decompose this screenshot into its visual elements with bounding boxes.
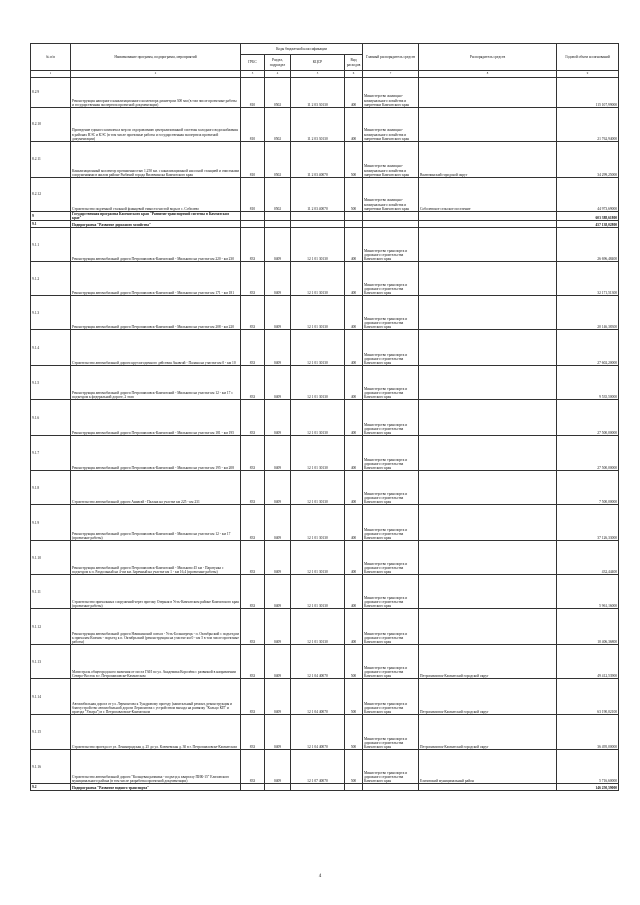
cell-rzpr: 0409	[265, 262, 291, 296]
cell-name: Строительство причальных сооружений через протоку Озерная в Усть-Камчатском районе Камчатского края (проектные работы)	[71, 575, 241, 609]
cell-amount: 10 406,36800	[557, 609, 619, 645]
cell-amount: 5 961,16000	[557, 575, 619, 609]
cell-grbs: 833	[241, 505, 265, 541]
table-row	[31, 296, 619, 330]
cell-csr: 12 1 07 40070	[291, 750, 345, 784]
cell-rzpr: 0409	[265, 609, 291, 645]
cell-recipient: Петропавловск-Камчатский городской округ	[419, 679, 557, 715]
cell-rzpr: 0502	[265, 142, 291, 178]
table-row	[31, 330, 619, 366]
cell-amount: 63 190,02100	[557, 679, 619, 715]
cell-name: Строительство проезда от ул. Ленинградская д. 25 до ул. Ключевская д. 30 в г. Петропавловске-Камчатском	[71, 715, 241, 750]
cell-csr: 11 2 03 40070	[291, 178, 345, 212]
cell-csr: 12 1 01 30130	[291, 400, 345, 436]
cell-grbs: 833	[241, 750, 265, 784]
table-row	[31, 221, 619, 228]
cell-rzpr: 0409	[265, 436, 291, 471]
header-amount: Годовой объем ассигнований	[557, 44, 619, 71]
table-row	[31, 108, 619, 142]
cell-vr: 400	[345, 228, 363, 262]
cell-rzpr: 0409	[265, 366, 291, 400]
cell-recipient	[419, 78, 557, 108]
cell-name: Подпрограмма "Развитие водного транспорта"	[71, 784, 241, 791]
cell-grbs: 833	[241, 609, 265, 645]
cell-vr: 400	[345, 296, 363, 330]
cell-number: 9.1.9	[31, 505, 71, 541]
cell-manager: Министерство транспорта и дорожного строительства Камчатского края	[363, 471, 419, 505]
header-vr: Вид расходов	[345, 55, 363, 71]
cell-recipient	[419, 505, 557, 541]
cell-grbs: 833	[241, 541, 265, 575]
cell-vr	[345, 212, 363, 221]
cell-manager: Министерство транспорта и дорожного строительства Камчатского края	[363, 541, 419, 575]
cell-number: 9.1.8	[31, 471, 71, 505]
cell-vr: 400	[345, 471, 363, 505]
table-row	[31, 609, 619, 645]
cell-amount: 49 412,53900	[557, 645, 619, 679]
cell-vr: 400	[345, 609, 363, 645]
cell-grbs: 810	[241, 178, 265, 212]
cell-amount: 34 299,25000	[557, 142, 619, 178]
cell-number: 9.1.13	[31, 645, 71, 679]
cell-number: 8.2.11	[31, 142, 71, 178]
cell-name: Строительство автомобильной дороги Анавгай - Палана на участке км 225 - км 231	[71, 471, 241, 505]
cell-vr	[345, 221, 363, 228]
cell-amount: 603 388,61800	[557, 212, 619, 221]
cell-rzpr	[265, 784, 291, 791]
cell-grbs: 810	[241, 78, 265, 108]
cell-rzpr	[265, 212, 291, 221]
cell-name: Магистраль общегородского значения от поста ГАИ по ул. Академика Королёва с развязкой в направлении Северо-Восток в г. Петропавловске-Камчатском	[71, 645, 241, 679]
cell-recipient	[419, 400, 557, 436]
cell-manager: Министерство жилищно-коммунального хозяйства и энергетики Камчатского края	[363, 108, 419, 142]
cell-number: 9.1.11	[31, 575, 71, 609]
cell-vr: 500	[345, 645, 363, 679]
page-number: 4	[318, 874, 322, 879]
cell-csr: 12 1 01 30130	[291, 471, 345, 505]
header-name: Наименование программ, подпрограмм, мероприятий	[71, 44, 241, 71]
header-manager: Главный распорядитель средств	[363, 44, 419, 71]
cell-grbs: 833	[241, 366, 265, 400]
cell-number: 9.1.14	[31, 679, 71, 715]
cell-number: 8.2.10	[31, 108, 71, 142]
cell-rzpr: 0409	[265, 715, 291, 750]
cell-number: 9.1.10	[31, 541, 71, 575]
table-row	[31, 436, 619, 471]
cell-rzpr	[265, 221, 291, 228]
cell-amount: 44 973,69000	[557, 178, 619, 212]
cell-grbs: 833	[241, 679, 265, 715]
cell-name: Реконструкция автомобильной дороги Петропавловск-Камчатский - Мильково 45 км - Паратунка с подъездом к п. Раздольный на 4-ом км. Заречный на участке км 1 - км 16,4 (проектные работы)	[71, 541, 241, 575]
cell-csr: 11 2 03 40070	[291, 142, 345, 178]
cell-rzpr: 0409	[265, 330, 291, 366]
cell-manager: Министерство транспорта и дорожного строительства Камчатского края	[363, 330, 419, 366]
cell-manager: Министерство транспорта и дорожного строительства Камчатского края	[363, 262, 419, 296]
cell-grbs: 810	[241, 142, 265, 178]
cell-name: Строительство автомобильной дороги круглогодичного действия Анавгай - Палана на участке км 0 - км 10	[71, 330, 241, 366]
cell-manager: Министерство жилищно-коммунального хозяйства и энергетики Камчатского края	[363, 178, 419, 212]
cell-name: Реконструкция автомобильной дороги Петропавловск-Камчатский - Мильково на участке км 12 - км 17 (проектные работы)	[71, 505, 241, 541]
cell-name: Реконструкция автомобильной дороги Петропавловск-Камчатский - Мильково на участке км 171 - км 181	[71, 262, 241, 296]
cell-recipient	[419, 296, 557, 330]
table-row	[31, 645, 619, 679]
cell-rzpr: 0502	[265, 108, 291, 142]
cell-rzpr: 0409	[265, 679, 291, 715]
cell-csr: 12 1 04 40070	[291, 645, 345, 679]
cell-vr: 500	[345, 679, 363, 715]
cell-grbs: 833	[241, 400, 265, 436]
cell-amount: 457 138,02800	[557, 221, 619, 228]
cell-rzpr: 0409	[265, 296, 291, 330]
cell-csr: 12 1 01 30130	[291, 366, 345, 400]
cell-recipient: Вилючинский городской округ	[419, 142, 557, 178]
table-row	[31, 142, 619, 178]
cell-recipient	[419, 212, 557, 221]
cell-name: Реконструкция автомобильной дороги Петропавловск-Камчатский - Мильково на участке км 195 - км 208	[71, 436, 241, 471]
cell-name: Автомобильная дорога от ул. Лермонтова к Тундровому проезду (капитальный ремонт, реконструкция и благоустройство автомобильной дороги Лермонтова с устройством выхода на развязку "Кольцо КП" и проезда "Ультра") в г. Петропавловске-Камчатском	[71, 679, 241, 715]
cell-csr: 12 1 01 30130	[291, 296, 345, 330]
table-row	[31, 78, 619, 108]
cell-grbs	[241, 212, 265, 221]
cell-grbs: 833	[241, 262, 265, 296]
cell-amount: 7 500,00000	[557, 471, 619, 505]
table-row	[31, 575, 619, 609]
cell-csr	[291, 212, 345, 221]
table-row	[31, 366, 619, 400]
cell-csr: 12 1 04 40070	[291, 715, 345, 750]
cell-manager	[363, 784, 419, 791]
cell-csr	[291, 784, 345, 791]
cell-vr: 400	[345, 505, 363, 541]
cell-number: 9.1.2	[31, 262, 71, 296]
table-row	[31, 212, 619, 221]
cell-grbs: 833	[241, 715, 265, 750]
cell-recipient	[419, 541, 557, 575]
cell-recipient	[419, 366, 557, 400]
cell-vr: 400	[345, 541, 363, 575]
cell-recipient	[419, 330, 557, 366]
cell-grbs	[241, 221, 265, 228]
cell-recipient	[419, 228, 557, 262]
cell-amount: 146 250,59000	[557, 784, 619, 791]
cell-vr: 400	[345, 330, 363, 366]
cell-recipient	[419, 575, 557, 609]
cell-number: 9.1.1	[31, 228, 71, 262]
cell-manager: Министерство транспорта и дорожного строительства Камчатского края	[363, 296, 419, 330]
column-number: 7	[363, 71, 419, 78]
cell-number: 9.1.4	[31, 330, 71, 366]
cell-amount: 115 107,99000	[557, 78, 619, 108]
table-body	[31, 78, 619, 791]
cell-manager: Министерство транспорта и дорожного строительства Камчатского края	[363, 366, 419, 400]
cell-csr: 12 1 01 30130	[291, 262, 345, 296]
column-number: 4	[265, 71, 291, 78]
table-row	[31, 715, 619, 750]
cell-recipient	[419, 221, 557, 228]
cell-number: 9.2	[31, 784, 71, 791]
cell-amount: 27 500,00000	[557, 436, 619, 471]
table-row	[31, 262, 619, 296]
cell-number: 8.2.12	[31, 178, 71, 212]
cell-grbs: 833	[241, 436, 265, 471]
cell-manager: Министерство транспорта и дорожного строительства Камчатского края	[363, 575, 419, 609]
table-row	[31, 505, 619, 541]
cell-name: Канализационный коллектор протяженностью 1,250 км. с канализационной насосной станцией и очистными сооружениями в жилом районе Рыбачий города Вилючинска Камчатского края	[71, 142, 241, 178]
cell-csr: 12 1 01 30130	[291, 541, 345, 575]
header-recipient: Распорядитель средств	[419, 44, 557, 71]
header-codes-group: Коды бюджетной классификации	[241, 44, 363, 55]
cell-manager: Министерство транспорта и дорожного строительства Камчатского края	[363, 715, 419, 750]
column-number: 3	[241, 71, 265, 78]
cell-vr: 400	[345, 400, 363, 436]
cell-amount: 20 146,38300	[557, 296, 619, 330]
cell-manager: Министерство транспорта и дорожного строительства Камчатского края	[363, 228, 419, 262]
cell-number: 9.1.12	[31, 609, 71, 645]
column-number: 9	[557, 71, 619, 78]
cell-csr: 12 1 04 40070	[291, 679, 345, 715]
cell-grbs: 833	[241, 296, 265, 330]
table-row	[31, 784, 619, 791]
cell-csr: 11 2 03 30130	[291, 78, 345, 108]
cell-rzpr: 0409	[265, 400, 291, 436]
cell-name: Подпрограмма "Развитие дорожного хозяйства"	[71, 221, 241, 228]
table-row	[31, 750, 619, 784]
cell-vr: 400	[345, 436, 363, 471]
cell-csr: 12 1 01 30130	[291, 609, 345, 645]
cell-csr: 12 1 01 30130	[291, 330, 345, 366]
cell-rzpr: 0409	[265, 575, 291, 609]
cell-manager: Министерство транспорта и дорожного строительства Камчатского края	[363, 679, 419, 715]
cell-vr: 500	[345, 715, 363, 750]
cell-rzpr: 0502	[265, 178, 291, 212]
column-number: 5	[291, 71, 345, 78]
cell-number: 8.2.9	[31, 78, 71, 108]
cell-rzpr: 0409	[265, 228, 291, 262]
cell-manager: Министерство транспорта и дорожного строительства Камчатского края	[363, 436, 419, 471]
table-row	[31, 471, 619, 505]
cell-manager: Министерство транспорта и дорожного строительства Камчатского края	[363, 400, 419, 436]
cell-csr: 12 1 01 30130	[291, 575, 345, 609]
cell-vr: 400	[345, 262, 363, 296]
budget-table	[30, 43, 619, 791]
cell-csr: 12 1 01 30130	[291, 436, 345, 471]
cell-manager: Министерство транспорта и дорожного строительства Камчатского края	[363, 609, 419, 645]
cell-vr: 400	[345, 78, 363, 108]
cell-csr	[291, 221, 345, 228]
cell-recipient	[419, 436, 557, 471]
cell-recipient	[419, 471, 557, 505]
cell-vr: 400	[345, 108, 363, 142]
cell-vr: 400	[345, 366, 363, 400]
cell-amount: 36 495,00000	[557, 715, 619, 750]
cell-amount: 432,44400	[557, 541, 619, 575]
cell-name: Строительство автомобильной дороги "Кольцевая развязка - подъезд к кварталу ПИК-15" Елизовского муниципального района (в том числе разработка проектной документации)	[71, 750, 241, 784]
cell-amount: 37 126,33000	[557, 505, 619, 541]
cell-amount: 5 716,60000	[557, 750, 619, 784]
cell-csr: 12 1 01 30130	[291, 228, 345, 262]
cell-name: Реконструкция автомобильной дороги Петропавловск-Камчатский - Мильково на участке км 12 - км 17 с подъездом к федеральной дороге, 2 этап	[71, 366, 241, 400]
table-row	[31, 400, 619, 436]
cell-manager: Министерство транспорта и дорожного строительства Камчатского края	[363, 645, 419, 679]
cell-manager	[363, 212, 419, 221]
cell-name: Реконструкция автомобильной дороги Петропавловск-Камчатский - Мильково на участке км 208 - км 220	[71, 296, 241, 330]
cell-vr: 500	[345, 750, 363, 784]
cell-name: Реконструкция автомобильной дороги Петропавловск-Камчатский - Мильково на участке км 181 - км 195	[71, 400, 241, 436]
cell-number: 9.1.5	[31, 366, 71, 400]
table-row	[31, 679, 619, 715]
cell-manager: Министерство жилищно-коммунального хозяйства и энергетики Камчатского края	[363, 78, 419, 108]
column-number: 2	[71, 71, 241, 78]
cell-number: 9	[31, 212, 71, 221]
cell-manager: Министерство жилищно-коммунального хозяйства и энергетики Камчатского края	[363, 142, 419, 178]
cell-rzpr: 0409	[265, 541, 291, 575]
cell-name: Реконструкция напорного канализационного коллектора диаметром 300 мм (в том числе проектные работы и государственная экспертиза проектной документации)	[71, 78, 241, 108]
cell-vr: 500	[345, 178, 363, 212]
table-row	[31, 178, 619, 212]
cell-number: 9.1.16	[31, 750, 71, 784]
cell-recipient	[419, 784, 557, 791]
cell-amount: 32 171,51300	[557, 262, 619, 296]
cell-grbs: 810	[241, 108, 265, 142]
cell-recipient	[419, 609, 557, 645]
cell-manager: Министерство транспорта и дорожного строительства Камчатского края	[363, 750, 419, 784]
cell-recipient: Петропавловск-Камчатский городской округ	[419, 715, 557, 750]
cell-manager	[363, 221, 419, 228]
cell-grbs: 833	[241, 575, 265, 609]
cell-recipient	[419, 262, 557, 296]
cell-amount: 27 602,20000	[557, 330, 619, 366]
cell-amount: 26 696,48400	[557, 228, 619, 262]
cell-amount: 27 500,00000	[557, 400, 619, 436]
cell-csr: 11 2 03 30130	[291, 108, 345, 142]
cell-rzpr: 0409	[265, 471, 291, 505]
cell-vr: 500	[345, 142, 363, 178]
table-row	[31, 228, 619, 262]
header-num: № п/п	[31, 44, 71, 71]
cell-recipient: Петропавловск-Камчатский городской округ	[419, 645, 557, 679]
header-csr: КЦСР	[291, 55, 345, 71]
cell-number: 9.1.3	[31, 296, 71, 330]
cell-name: Реконструкция автомобильной дороги Петропавловск-Камчатский - Мильково на участке км 220 - км 230	[71, 228, 241, 262]
cell-grbs: 833	[241, 330, 265, 366]
cell-grbs	[241, 784, 265, 791]
cell-amount: 21 762,94000	[557, 108, 619, 142]
cell-number: 9.1	[31, 221, 71, 228]
cell-recipient	[419, 108, 557, 142]
column-number: 8	[419, 71, 557, 78]
cell-number: 9.1.15	[31, 715, 71, 750]
cell-rzpr: 0502	[265, 78, 291, 108]
cell-manager: Министерство транспорта и дорожного строительства Камчатского края	[363, 505, 419, 541]
cell-recipient: Соболевское сельское поселение	[419, 178, 557, 212]
table-row	[31, 541, 619, 575]
column-number: 1	[31, 71, 71, 78]
cell-grbs: 833	[241, 228, 265, 262]
cell-grbs: 833	[241, 645, 265, 679]
cell-grbs: 833	[241, 471, 265, 505]
cell-name: Строительство подземной стальной фланцевой емкости чистой воды в с. Соболево	[71, 178, 241, 212]
column-number: 6	[345, 71, 363, 78]
cell-csr: 12 1 01 30130	[291, 505, 345, 541]
cell-vr	[345, 784, 363, 791]
header-grbs: ГРБС	[241, 55, 265, 71]
cell-amount: 9 535,50000	[557, 366, 619, 400]
cell-rzpr: 0409	[265, 505, 291, 541]
cell-rzpr: 0409	[265, 750, 291, 784]
cell-recipient: Елизовский муниципальный район	[419, 750, 557, 784]
cell-rzpr: 0409	[265, 645, 291, 679]
header-rzpr: Раздел, подраздел	[265, 55, 291, 71]
cell-vr: 400	[345, 575, 363, 609]
cell-number: 9.1.6	[31, 400, 71, 436]
cell-name: Государственная программа Камчатского края "Развитие транспортной системы в Камчатском крае"	[71, 212, 241, 221]
cell-name: Реконструкция автомобильной дороги Начикинский совхоз - Усть-Большерецк - п. Октябрьский с подъездом к причалам Кихчик - подъезд к п. Октябрьский (реконструкция на участке км 0 - км 5 в том числе проектные работы)	[71, 609, 241, 645]
cell-name: Проведение единого комплекса мер по оздоровлению централизованной системы холодного водоснабжения в районах ВЭС и КЭС (в том числе проектные работы и государственная экспертиза проектной документации)	[71, 108, 241, 142]
cell-number: 9.1.7	[31, 436, 71, 471]
